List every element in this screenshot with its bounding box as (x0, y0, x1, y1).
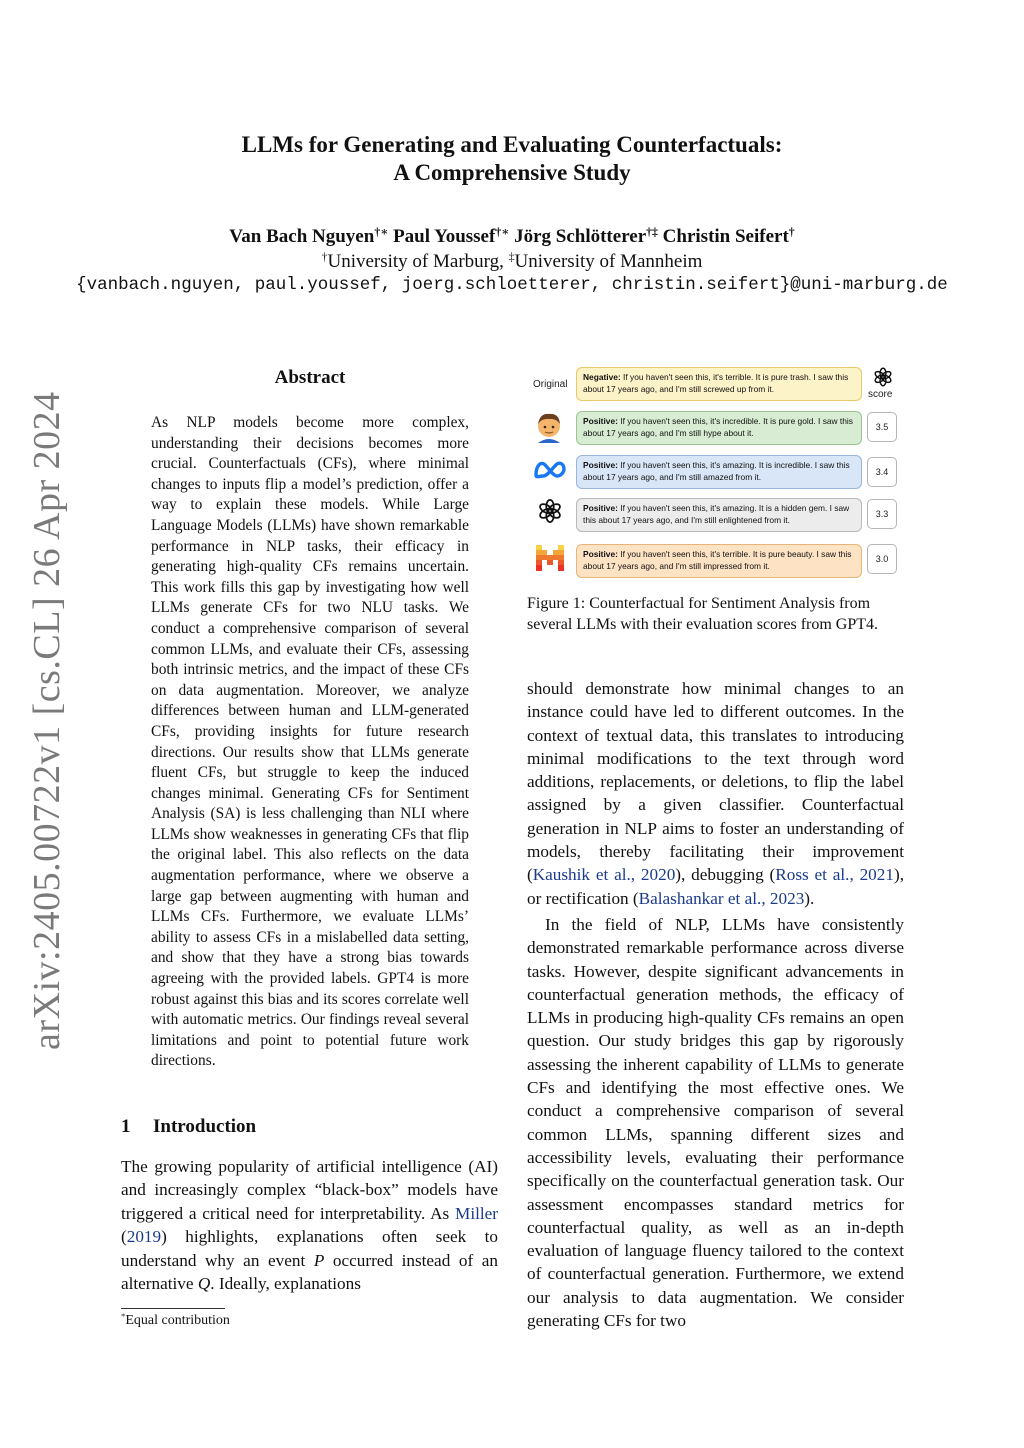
author-marks: †‡ (646, 225, 658, 239)
bubble-text: If you haven't seen this, it's incredible. It is pure gold. I saw this about 17 years ago, and I'm still hype about it. (583, 416, 853, 438)
arxiv-side-label: arXiv:2405.00722v1 [cs.CL] 26 Apr 2024 (26, 391, 68, 1050)
author-name: Jörg Schlötterer (514, 226, 647, 247)
math-var: Q (197, 1274, 211, 1294)
text-run: The growing popularity of artificial intelligence (AI) and increasingly complex “black-box” models have triggered a critical need for interpretability. As (121, 1157, 498, 1223)
citation-link[interactable]: Kaushik et al., 2020 (532, 865, 676, 885)
author-name: Christin Seifert (662, 226, 789, 247)
openai-logo-icon (872, 366, 894, 388)
author-name: Paul Youssef (393, 226, 496, 247)
score-box: 3.4 (867, 457, 897, 487)
footnote (121, 1313, 230, 1329)
paragraph (527, 677, 904, 910)
title-line-2: A Comprehensive Study (393, 160, 631, 185)
figure-caption: Figure 1: Counterfactual for Sentiment Analysis from several LLMs with their evaluation scores from GPT4. (527, 595, 879, 633)
section-heading (121, 1116, 256, 1138)
author-name: Van Bach Nguyen (229, 226, 375, 247)
figure-1 (527, 360, 907, 585)
original-bubble (576, 367, 862, 401)
author-list (0, 226, 1024, 248)
bubble-text: If you haven't seen this, it's terrible. It is pure beauty. I saw this about 17 years ago, and I'm still impressed from it. (583, 549, 852, 571)
intro-paragraph-right (527, 677, 904, 1332)
score-box: 3.3 (867, 499, 897, 529)
author-marks: †∗ (374, 225, 389, 239)
mistral-logo-icon (536, 545, 564, 571)
title-line-1: LLMs for Generating and Evaluating Counterfactuals: (241, 132, 783, 157)
text-run: ). (804, 888, 815, 908)
counterfactual-bubble (576, 498, 862, 532)
section-number: 1 (121, 1116, 131, 1137)
bubble-label: Positive: (583, 416, 618, 426)
bubble-label: Negative: (583, 372, 621, 382)
bubble-text: If you haven't seen this, it's amazing. It is incredible. I saw this about 17 years ago, and I'm still amazed from it. (583, 460, 850, 482)
paragraph: In the field of NLP, LLMs have consistently demonstrated remarkable performance across diverse tasks. However, despite significant advancements in counterfactual generation methods, the efficacy of LLMs in producing high-quality CFs remains an open question. Our study bridges this gap by rigorously assessing the inherent capability of LLMs to generate CFs and identifying the most effective ones. We conduct a comprehensive comparison of several common LLMs, spanning different sizes and accessibility levels, evaluating their performance specifically on the counterfactual generation task. Our assessment encompasses standard metrics for counterfactual quality, as well as an in-depth evaluation of language fluency tailored to the context of counterfactual generation. Furthermore, we extend our analysis to data augmentation. We consider generating CFs for two (527, 914, 904, 1331)
meta-logo-icon (533, 459, 567, 481)
counterfactual-bubble (576, 544, 862, 578)
abstract-heading: Abstract (274, 367, 346, 388)
affil-name: University of Mannheim (514, 251, 703, 272)
text-run: ), or rectification ( (527, 865, 904, 908)
text-run: should demonstrate how minimal changes to an instance could have led to different outcomes. In the context of textual data, this translates to introducing minimal modifications to the text through word additions, replacements, or deletions, to flip the label assigned by a given classifier. Counterfactual generation in NLP aims to foster an understanding of models, thereby facilitating their improvement ( (527, 679, 904, 885)
footnote-rule (121, 1308, 225, 1309)
counterfactual-bubble (576, 455, 862, 489)
footnote-mark: * (121, 1311, 126, 1322)
math-var: P (313, 1250, 325, 1270)
affil-mark: ‡ (508, 250, 515, 264)
citation-link[interactable]: Ross et al., 2021 (775, 865, 894, 885)
bubble-text: If you haven't seen this, it's amazing. It is a hidden gem. I saw this about 17 years ago, and I'm still enlightened from it. (583, 503, 850, 525)
intro-paragraph-left (121, 1155, 498, 1295)
score-label: score (868, 389, 893, 400)
original-label: Original (533, 379, 568, 390)
citation-link[interactable]: Balashankar et al., 2023 (638, 888, 805, 908)
footnote-text: Equal contribution (125, 1313, 230, 1328)
text-run: . Ideally, explanations (210, 1274, 361, 1294)
author-marks: †∗ (495, 225, 510, 239)
affiliations (0, 251, 1024, 273)
affil-mark: † (321, 250, 328, 264)
text-run: ( (121, 1227, 127, 1247)
citation-link[interactable]: 2019 (126, 1227, 162, 1247)
text-run: ), debugging ( (675, 865, 776, 885)
bubble-label: Positive: (583, 549, 618, 559)
abstract-body: As NLP models become more complex, understanding their decisions becomes more crucial. Counterfactuals (CFs), where minimal changes to inputs flip a model’s prediction, offer a way to explain these models. While Large Language Models (LLMs) have shown remarkable performance in NLP tasks, their efficacy in generating high-quality CFs remains uncertain. This work fills this gap by investigating how well LLMs generate CFs for two NLU tasks. We conduct a comprehensive comparison of several common LLMs, and evaluate their CFs, assessing both intrinsic metrics, and the impact of these CFs on data augmentation. Moreover, we analyze differences between human and LLM-generated CFs, providing insights for future research directions. Our results show that LLMs generate fluent CFs, but struggle to keep the induced changes minimal. Generating CFs for Sentiment Analysis (SA) is less challenging than NLI where LLMs show weaknesses in generating CFs that flip the original label. This also reflects on the data augmentation performance, where we observe a large gap between augmenting with human and LLMs CFs. Furthermore, we evaluate LLMs’ ability to assess CFs in a mislabelled data setting, and show that they have a strong bias towards agreeing with the provided labels. GPT4 is more robust against this bias and its scores correlate well with automatic metrics. Our findings reveal several limitations and point to potential future work directions. (151, 414, 469, 1070)
text-run: occurred instead of an alternative (121, 1250, 498, 1294)
counterfactual-bubble (576, 411, 862, 445)
citation-link[interactable]: Miller (455, 1203, 498, 1223)
person-emoji-icon (534, 411, 564, 443)
author-marks: † (788, 225, 795, 239)
paper-title (0, 131, 1024, 187)
text-run: ) highlights, explanations often seek to understand why an event (121, 1227, 498, 1270)
bubble-text: If you haven't seen this, it's terrible. It is pure trash. I saw this about 17 years ago, and I'm still screwed up from it. (583, 372, 849, 394)
bubble-label: Positive: (583, 503, 618, 513)
score-box: 3.5 (867, 412, 897, 442)
section-title: Introduction (153, 1116, 257, 1137)
bubble-label: Positive: (583, 460, 618, 470)
affil-name: University of Marburg, (327, 251, 504, 272)
openai-logo-icon (536, 497, 564, 525)
score-box: 3.0 (867, 544, 897, 574)
author-emails: {vanbach.nguyen, paul.youssef, joerg.schloetterer, christin.seifert}@uni-marburg.de (76, 275, 948, 295)
